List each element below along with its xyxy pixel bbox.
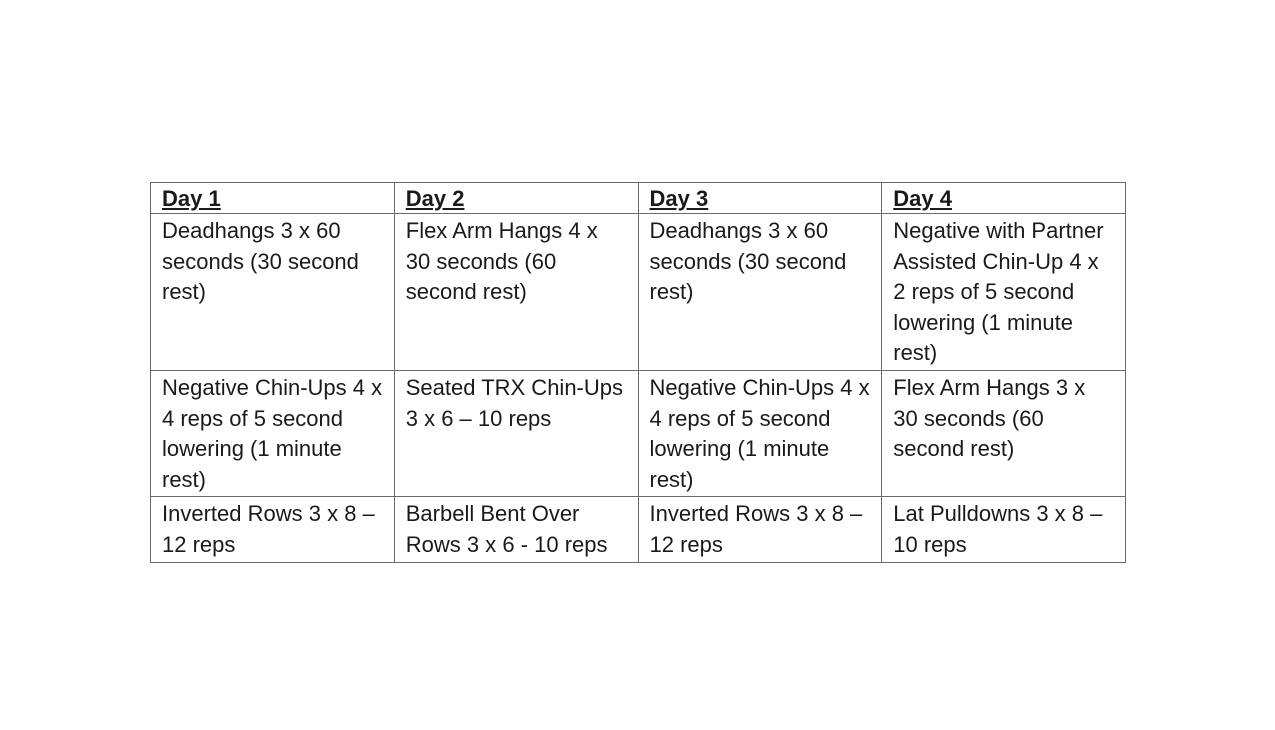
header-day-1 — [151, 183, 395, 214]
table-cell: Seated TRX Chin-Ups 3 x 6 – 10 reps — [394, 370, 638, 496]
header-label: Day 1 — [162, 186, 221, 211]
table-cell: Deadhangs 3 x 60 seconds (30 second rest) — [151, 214, 395, 371]
header-label: Day 3 — [649, 186, 709, 211]
table-cell: Flex Arm Hangs 3 x 30 seconds (60 second rest) — [882, 370, 1126, 496]
table-cell: Deadhangs 3 x 60 seconds (30 second rest) — [638, 214, 882, 371]
header-day-3 — [638, 183, 882, 214]
header-day-2 — [394, 183, 638, 214]
table-cell: Inverted Rows 3 x 8 – 12 reps — [151, 497, 395, 562]
table-cell: Negative with Partner Assisted Chin-Up 4 x 2 reps of 5 second lowering (1 minute rest) — [882, 214, 1126, 371]
header-label: Day 4 — [893, 186, 952, 211]
table-row — [151, 497, 1126, 562]
header-day-4 — [882, 183, 1126, 214]
table-cell: Negative Chin-Ups 4 x 4 reps of 5 second lowering (1 minute rest) — [638, 370, 882, 496]
table-row — [151, 370, 1126, 496]
workout-schedule-table — [150, 182, 1126, 563]
header-label: Day 2 — [405, 186, 465, 211]
table-cell: Barbell Bent Over Rows 3 x 6 - 10 reps — [394, 497, 638, 562]
table-cell: Lat Pulldowns 3 x 8 – 10 reps — [882, 497, 1126, 562]
table-cell: Flex Arm Hangs 4 x 30 seconds (60 second rest) — [394, 214, 638, 371]
table-header-row — [151, 183, 1126, 214]
table-cell: Inverted Rows 3 x 8 – 12 reps — [638, 497, 882, 562]
table-row — [151, 214, 1126, 371]
table-cell: Negative Chin-Ups 4 x 4 reps of 5 second lowering (1 minute rest) — [151, 370, 395, 496]
